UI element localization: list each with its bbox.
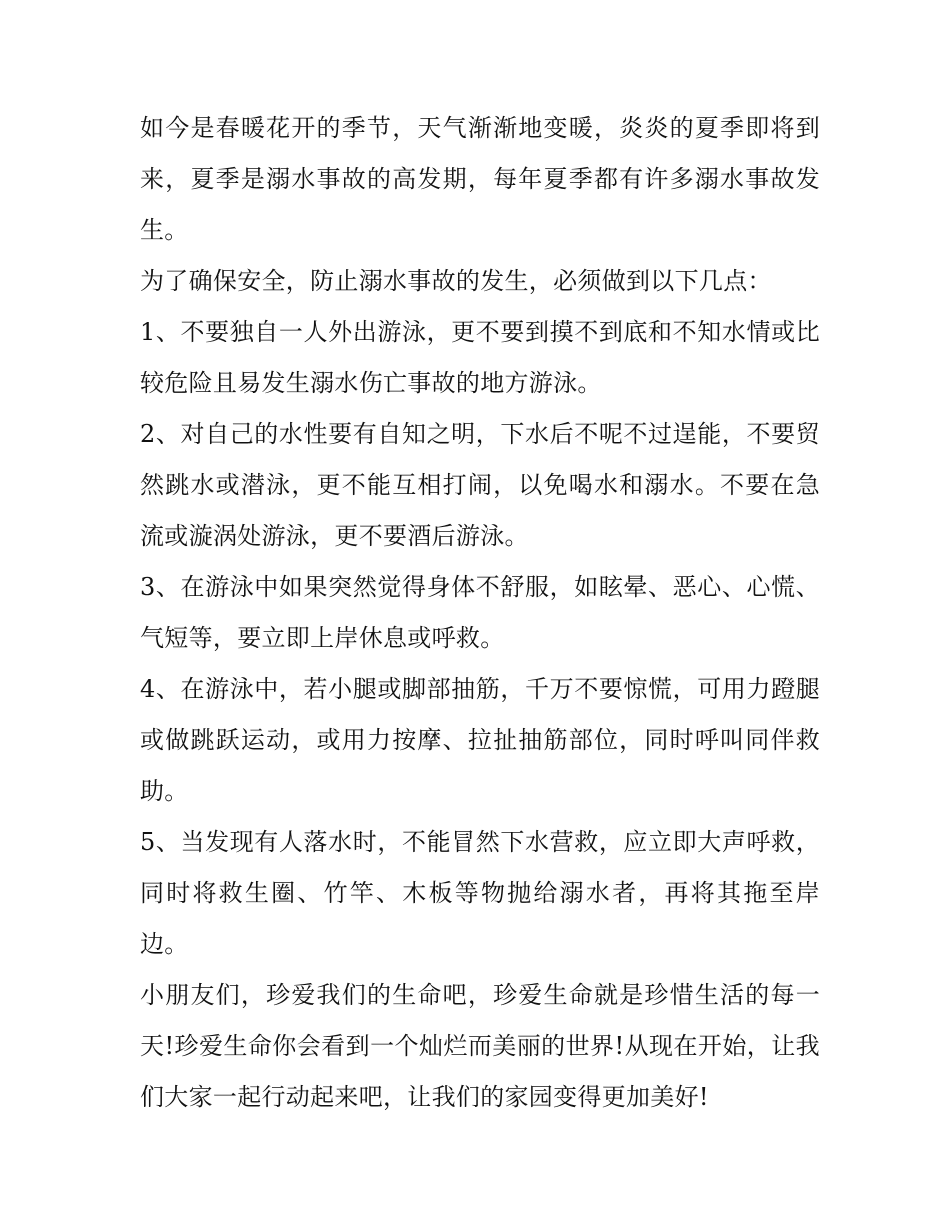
paragraph-closing: 小朋友们，珍爱我们的生命吧，珍爱生命就是珍惜生活的每一天!珍爱生命你会看到一个灿烂而美丽的世界!从现在开始，让我们大家一起行动起来吧，让我们的家园变得更加美好!	[140, 981, 820, 1111]
paragraph-point-4: 4、在游泳中，若小腿或脚部抽筋，千万不要惊慌，可用力蹬腿或做跳跃运动，或用力按摩、拉扯抽筋部位，同时呼叫同伴救助。	[140, 675, 820, 805]
paragraph-point-1: 1、不要独自一人外出游泳，更不要到摸不到底和不知水情或比较危险且易发生溺水伤亡事故的地方游泳。	[140, 318, 820, 397]
paragraph-intro: 如今是春暖花开的季节，天气渐渐地变暖，炎炎的夏季即将到来，夏季是溺水事故的高发期，每年夏季都有许多溺水事故发生。	[140, 114, 820, 244]
paragraph-point-2: 2、对自己的水性要有自知之明，下水后不呢不过逞能，不要贸然跳水或潜泳，更不能互相打闹，以免喝水和溺水。不要在急流或漩涡处游泳，更不要酒后游泳。	[140, 420, 820, 550]
paragraph-point-3: 3、在游泳中如果突然觉得身体不舒服，如眩晕、恶心、心慌、气短等，要立即上岸休息或呼救。	[140, 573, 820, 652]
paragraph-point-5: 5、当发现有人落水时，不能冒然下水营救，应立即大声呼救，同时将救生圈、竹竿、木板等物抛给溺水者，再将其拖至岸边。	[140, 828, 820, 958]
paragraph-lead-in: 为了确保安全，防止溺水事故的发生，必须做到以下几点：	[140, 267, 772, 295]
document-body	[140, 103, 820, 1123]
